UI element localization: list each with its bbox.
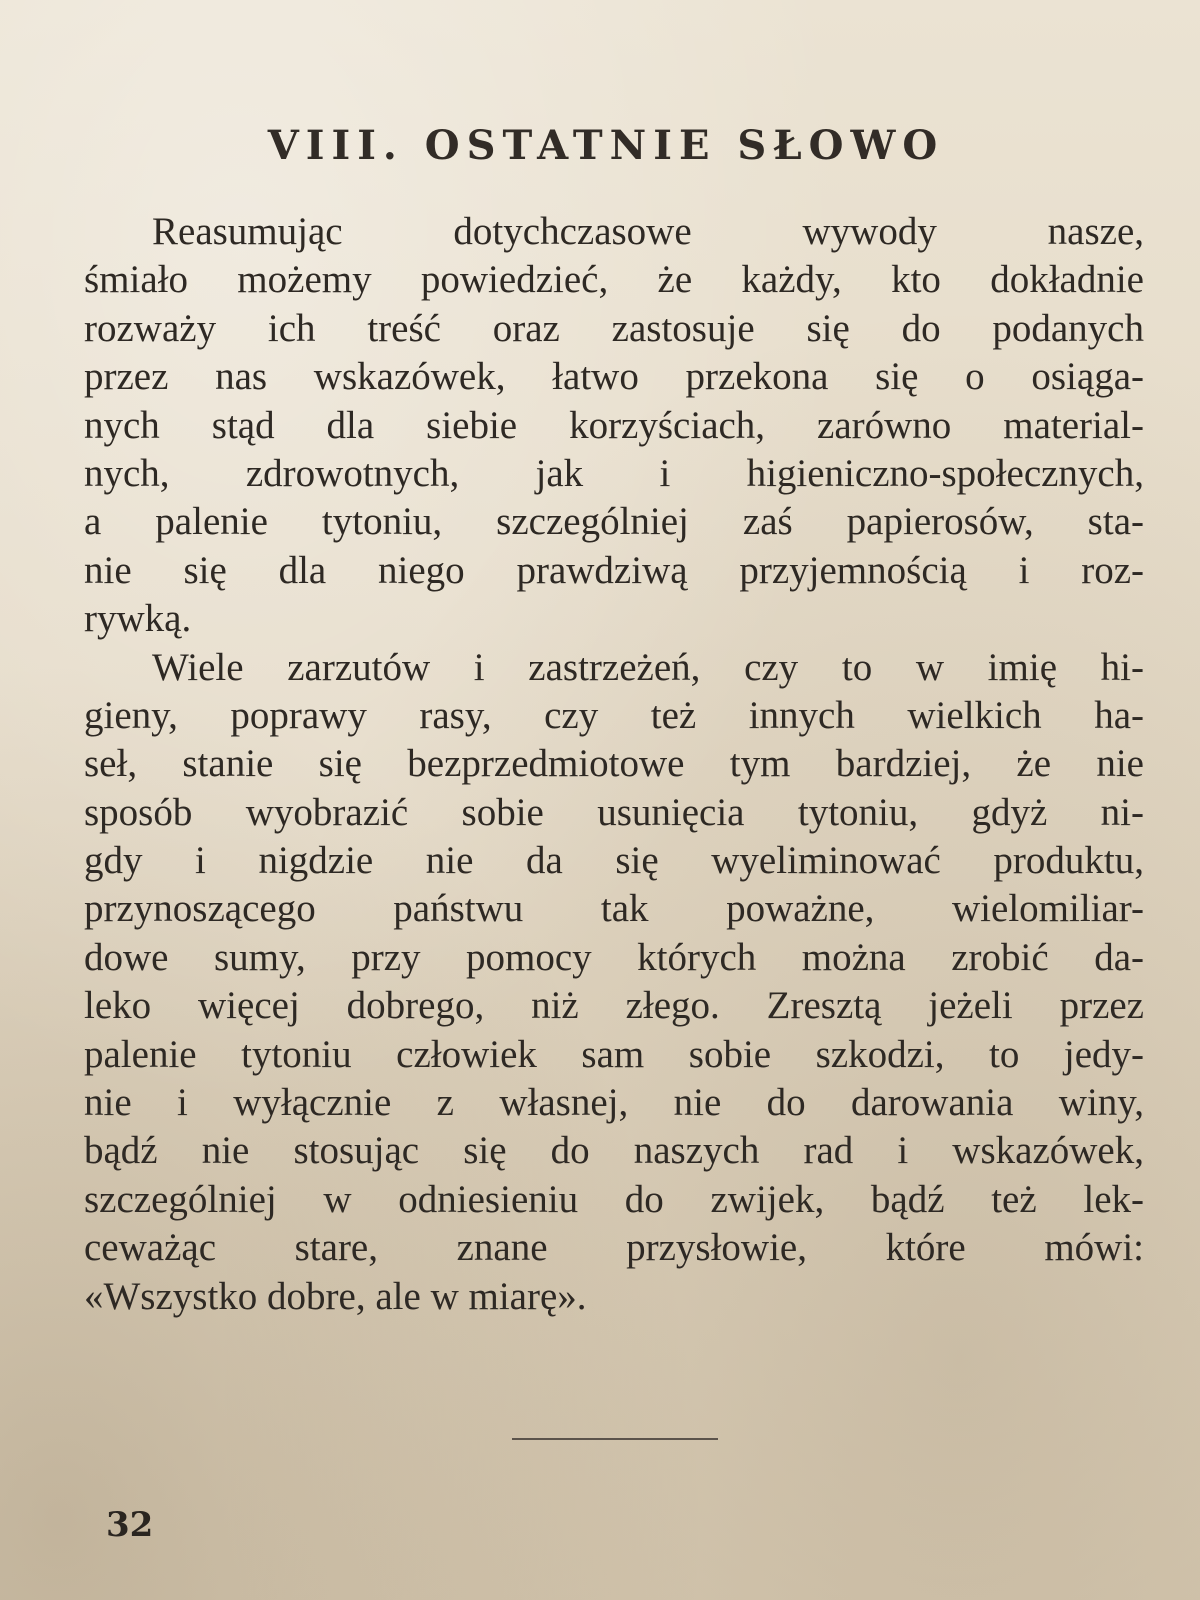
text-line: palenie tytoniu człowiek sam sobie szkodzi, to jedy- [84, 1032, 1144, 1076]
text-line: «Wszystko dobre, ale w miarę». [84, 1274, 587, 1318]
section-end-rule [512, 1438, 718, 1440]
text-line: przez nas wskazówek, łatwo przekona się o osiąga- [84, 355, 1144, 399]
text-line: Reasumując dotychczasowe wywody nasze, [152, 210, 1144, 253]
page-number: 32 [106, 1505, 154, 1545]
text-line: sposób wyobrazić sobie usunięcia tytoniu, gdyż ni- [84, 790, 1144, 834]
text-line: ceważąc stare, znane przysłowie, które mówi: [84, 1226, 1144, 1270]
text-line: gieny, poprawy rasy, czy też innych wielkich ha- [84, 693, 1144, 737]
text-line: bądź nie stosując się do naszych rad i wskazówek, [84, 1129, 1144, 1173]
text-line: szczególniej w odniesieniu do zwijek, bądź też lek- [84, 1177, 1144, 1221]
paragraph-1 [84, 208, 1144, 644]
text-line: dowe sumy, przy pomocy których można zrobić da- [84, 935, 1144, 979]
text-line: seł, stanie się bezprzedmiotowe tym bardziej, że nie [84, 742, 1144, 786]
text-line: nie i wyłącznie z własnej, nie do darowania winy, [84, 1081, 1144, 1125]
text-line: Wiele zarzutów i zastrzeżeń, czy to w imię hi- [152, 645, 1144, 689]
text-line: leko więcej dobrego, niż złego. Zresztą jeżeli przez [84, 984, 1144, 1028]
text-line: a palenie tytoniu, szczególniej zaś papierosów, sta- [84, 500, 1144, 544]
text-line: rozważy ich treść oraz zastosuje się do podanych [84, 306, 1144, 350]
text-line: przynoszącego państwu tak poważne, wielomiliar- [84, 887, 1144, 931]
body-text [84, 208, 1144, 1321]
text-line: nie się dla niego prawdziwą przyjemnością i roz- [84, 548, 1144, 592]
text-line: rywką. [84, 597, 192, 641]
paragraph-2 [84, 644, 1144, 1321]
text-line: nych stąd dla siebie korzyściach, zarówno material- [84, 403, 1144, 447]
chapter-title: VIII. OSTATNIE SŁOWO [267, 122, 945, 169]
text-line: śmiało możemy powiedzieć, że każdy, kto dokładnie [84, 258, 1144, 302]
text-line: nych, zdrowotnych, jak i higieniczno-społecznych, [84, 451, 1144, 495]
text-line: gdy i nigdzie nie da się wyeliminować produktu, [84, 839, 1144, 883]
